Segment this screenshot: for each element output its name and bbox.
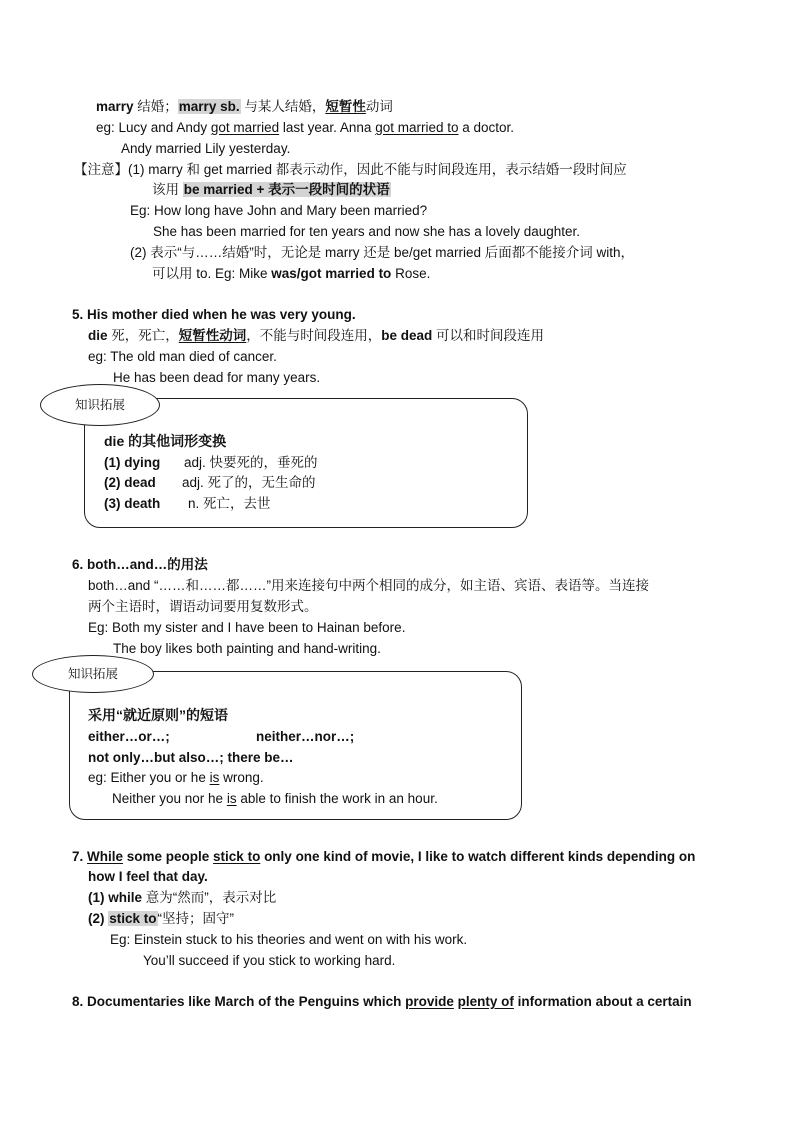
both-and-line-1: both…and “……和……都……”用来连接句中两个相同的成分，如主语、宾语、表语等。当连接 [88, 578, 650, 593]
section-7-title-cont: how I feel that day. [88, 869, 208, 884]
stick-to-example-2: You’ll succeed if you stick to working hard. [143, 953, 396, 968]
knowledge-bubble: 知识拓展 [32, 655, 154, 693]
text: 7. [72, 849, 88, 864]
phrase-neither-nor: neither…nor…; [256, 729, 355, 744]
text: ，不能与时间段连用， [246, 328, 382, 343]
underlined-word: stick to [213, 849, 261, 864]
note-1-cont [152, 181, 391, 199]
box-heading: die 的其他词形变换 [104, 433, 227, 449]
note-2-cont [152, 265, 430, 283]
note-1: 【注意】(1) marry 和 get married 都表示动作，因此不能与时间段连用，表示结婚一段时间应 [74, 162, 627, 177]
text: some people [123, 849, 214, 864]
knowledge-bubble: 知识拓展 [40, 384, 160, 426]
text: Rose. [391, 266, 431, 281]
box-row [104, 454, 318, 472]
text: eg: Either you or he [88, 770, 210, 785]
phrase-not-only: not only…but also…; there be… [88, 750, 294, 765]
text: only one kind of movie, I like to watch different kinds depending on [260, 849, 696, 864]
form-label: (1) dying [104, 455, 161, 470]
highlight-stick-to: stick to [109, 911, 157, 926]
note-example-1: Eg: How long have John and Mary been married? [130, 203, 428, 218]
text: 与某人结婚， [240, 99, 326, 114]
note-example-2: She has been married for ten years and now she has a lovely daughter. [153, 224, 581, 239]
die-line [88, 327, 544, 345]
underlined-phrase: got married [210, 120, 280, 135]
text: 8. Documentaries like March of the Penguins which [72, 994, 406, 1009]
text: information about a certain [513, 994, 692, 1009]
text: wrong. [219, 770, 264, 785]
text: “坚持；固守” [157, 911, 235, 926]
phrase-either-or: either…or…; [88, 729, 170, 744]
both-and-example-2: The boy likes both painting and hand-writing. [113, 641, 381, 656]
underlined-verb: is [226, 791, 237, 806]
text: last year. Anna [279, 120, 376, 135]
text: able to finish the work in an hour. [236, 791, 438, 806]
box-row [104, 495, 271, 513]
term-transient: 短暂性 [325, 99, 366, 114]
word-die: die [88, 328, 108, 343]
die-example-2: He has been dead for many years. [113, 370, 321, 385]
text: 死，死亡， [107, 328, 179, 343]
marry-example-2: Andy married Lily yesterday. [121, 141, 291, 156]
form-meaning: adj. 死了的，无生命的 [182, 475, 316, 490]
phrase-be-dead: be dead [381, 328, 433, 343]
term-transient-verb: 短暂性动词 [178, 328, 247, 343]
text: a doctor. [458, 120, 515, 135]
text: 动词 [365, 99, 393, 114]
text: 可以用 to. Eg: Mike [152, 266, 272, 281]
word-marry: marry [96, 99, 134, 114]
knowledge-box-die [84, 398, 528, 528]
box-heading: 采用“就近原则”的短语 [88, 707, 228, 723]
text: Neither you nor he [112, 791, 227, 806]
highlight-marry-sb: marry sb. [178, 99, 240, 114]
marry-example-1 [96, 119, 514, 137]
proximity-example-1 [88, 769, 264, 787]
section-8-title [72, 993, 692, 1011]
section-7-title [72, 848, 695, 866]
form-meaning: adj. 快要死的，垂死的 [184, 455, 318, 470]
both-and-line-2: 两个主语时，谓语动词要用复数形式。 [88, 599, 318, 614]
note-2: (2) 表示“与……结婚”时，无论是 marry 还是 be/get married 后面都不能接介词 with， [130, 245, 635, 260]
stick-to-example-1: Eg: Einstein stuck to his theories and went on with his work. [110, 932, 468, 947]
form-label: (3) death [104, 496, 161, 511]
bold-term: (2) [88, 911, 109, 926]
underlined-phrase: got married to [375, 120, 459, 135]
while-meaning [88, 889, 276, 907]
underlined-word: provide [405, 994, 454, 1009]
marry-line [96, 98, 393, 116]
text: 可以和时间段连用 [432, 328, 545, 343]
box-row [104, 474, 316, 492]
underlined-verb: is [209, 770, 220, 785]
knowledge-box-proximity [69, 671, 522, 820]
highlight-be-married: be married + 表示一段时间的状语 [183, 182, 390, 197]
underlined-word: While [87, 849, 124, 864]
text: 该用 [152, 182, 183, 197]
stick-to-meaning [88, 910, 234, 928]
form-label: (2) dead [104, 475, 156, 490]
section-5-title: 5. His mother died when he was very young. [72, 307, 356, 322]
proximity-example-2 [112, 790, 438, 808]
text: eg: Lucy and Andy [96, 120, 211, 135]
text: 意为“然而”，表示对比 [142, 890, 277, 905]
text: 结婚； [133, 99, 178, 114]
form-meaning: n. 死亡，去世 [188, 496, 271, 511]
bold-phrase: was/got married to [271, 266, 392, 281]
underlined-word: plenty of [457, 994, 514, 1009]
both-and-example-1: Eg: Both my sister and I have been to Hainan before. [88, 620, 406, 635]
bold-term: (1) while [88, 890, 143, 905]
section-6-title: 6. both…and…的用法 [72, 557, 208, 572]
die-example-1: eg: The old man died of cancer. [88, 349, 277, 364]
